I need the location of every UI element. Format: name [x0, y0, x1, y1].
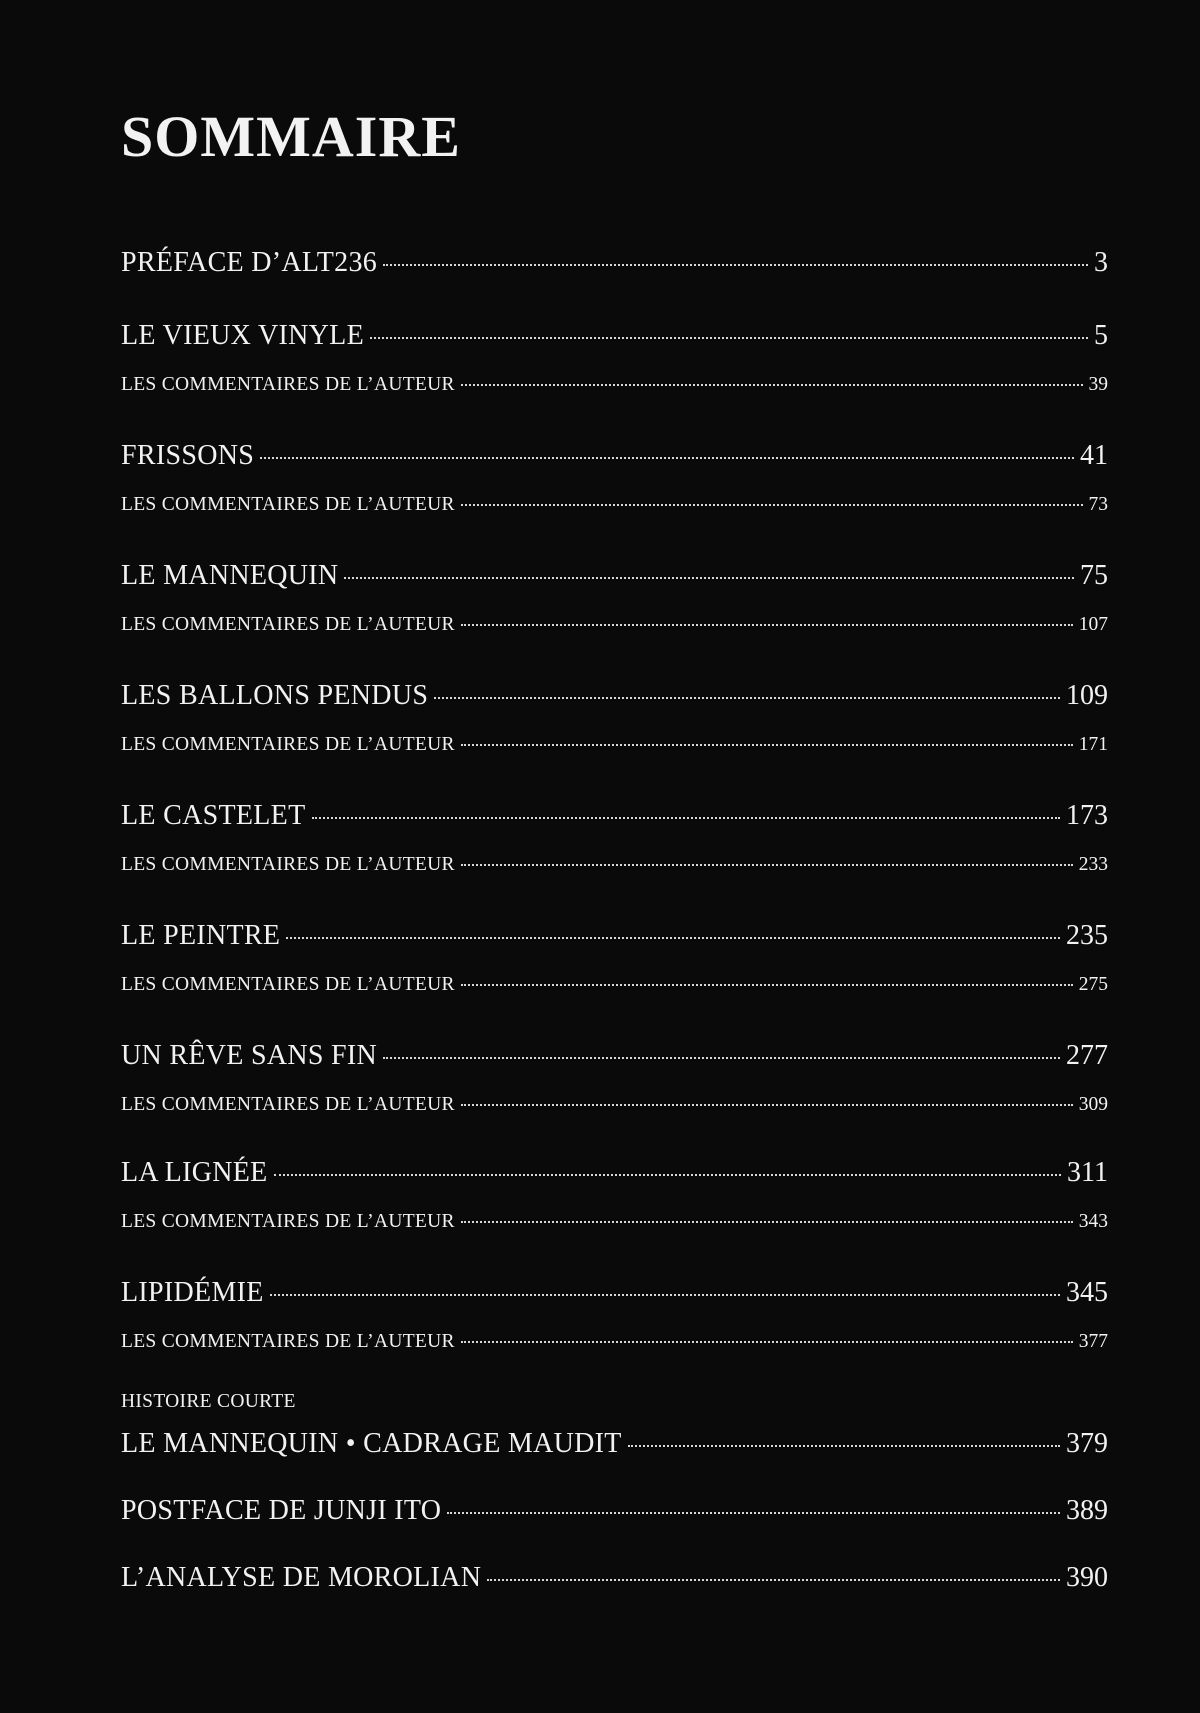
entry-title: LE PEINTRE — [121, 920, 281, 951]
dot-leader — [628, 1445, 1060, 1447]
entry-page-number: 309 — [1078, 1094, 1108, 1115]
toc-subentry[interactable] — [121, 1094, 1108, 1116]
entry-page-number: 343 — [1078, 1211, 1108, 1232]
toc-entry[interactable] — [121, 1495, 1108, 1527]
dot-leader — [447, 1512, 1060, 1514]
entry-title: LES COMMENTAIRES DE L’AUTEUR — [121, 734, 455, 755]
entry-title: LE VIEUX VINYLE — [121, 320, 364, 351]
entry-page-number: 390 — [1066, 1562, 1108, 1593]
entry-page-number: 107 — [1078, 614, 1108, 635]
toc-entry[interactable] — [121, 1562, 1108, 1594]
entry-title: LE MANNEQUIN • CADRAGE MAUDIT — [121, 1428, 622, 1459]
entry-page-number: 3 — [1094, 247, 1108, 278]
toc-subentry[interactable] — [121, 1211, 1108, 1233]
dot-leader — [260, 457, 1074, 459]
entry-page-number: 389 — [1066, 1495, 1108, 1526]
toc-entry[interactable] — [121, 1040, 1108, 1072]
dot-leader — [434, 697, 1060, 699]
entry-title: PRÉFACE D’ALT236 — [121, 247, 378, 278]
dot-leader — [461, 384, 1083, 386]
entry-title: UN RÊVE SANS FIN — [121, 1040, 378, 1071]
entry-title: LA LIGNÉE — [121, 1157, 268, 1188]
entry-page-number: 39 — [1088, 374, 1108, 395]
entry-title: FRISSONS — [121, 440, 255, 471]
entry-title: LES COMMENTAIRES DE L’AUTEUR — [121, 854, 455, 875]
toc-entry[interactable] — [121, 440, 1108, 472]
dot-leader — [383, 264, 1088, 266]
dot-leader — [383, 1057, 1060, 1059]
dot-leader — [461, 1341, 1073, 1343]
entry-page-number: 311 — [1067, 1157, 1108, 1188]
toc-subentry[interactable] — [121, 614, 1108, 636]
dot-leader — [344, 577, 1074, 579]
toc-entry[interactable] — [121, 680, 1108, 712]
entry-page-number: 5 — [1094, 320, 1108, 351]
toc-entry[interactable] — [121, 1428, 1108, 1460]
entry-title: LES COMMENTAIRES DE L’AUTEUR — [121, 1094, 455, 1115]
entry-page-number: 235 — [1066, 920, 1108, 951]
dot-leader — [461, 984, 1073, 986]
toc-entry[interactable] — [121, 320, 1108, 352]
dot-leader — [370, 337, 1088, 339]
dot-leader — [461, 624, 1073, 626]
toc-entry[interactable] — [121, 1277, 1108, 1309]
dot-leader — [461, 504, 1083, 506]
entry-page-number: 75 — [1080, 560, 1108, 591]
toc-subentry[interactable] — [121, 854, 1108, 876]
entry-page-number: 109 — [1066, 680, 1108, 711]
dot-leader — [487, 1579, 1060, 1581]
toc-entry[interactable] — [121, 247, 1108, 279]
toc-entry[interactable] — [121, 560, 1108, 592]
entry-title: LE MANNEQUIN — [121, 560, 339, 591]
page-title: SOMMAIRE — [121, 104, 461, 169]
dot-leader — [270, 1294, 1060, 1296]
entry-page-number: 233 — [1078, 854, 1108, 875]
entry-title: POSTFACE DE JUNJI ITO — [121, 1495, 442, 1526]
entry-page-number: 173 — [1066, 800, 1108, 831]
dot-leader — [461, 1104, 1073, 1106]
section-heading: HISTOIRE COURTE — [121, 1391, 296, 1412]
dot-leader — [286, 937, 1060, 939]
entry-page-number: 41 — [1080, 440, 1108, 471]
entry-page-number: 379 — [1066, 1428, 1108, 1459]
toc-entry[interactable] — [121, 800, 1108, 832]
entry-title: LES COMMENTAIRES DE L’AUTEUR — [121, 494, 455, 515]
entry-page-number: 275 — [1078, 974, 1108, 995]
toc-entry[interactable] — [121, 920, 1108, 952]
toc-subentry[interactable] — [121, 374, 1108, 396]
entry-title: LES COMMENTAIRES DE L’AUTEUR — [121, 974, 455, 995]
entry-page-number: 277 — [1066, 1040, 1108, 1071]
entry-title: LES COMMENTAIRES DE L’AUTEUR — [121, 1211, 455, 1232]
entry-page-number: 73 — [1088, 494, 1108, 515]
entry-title: LES COMMENTAIRES DE L’AUTEUR — [121, 614, 455, 635]
toc-entry[interactable] — [121, 1157, 1108, 1189]
entry-title: LIPIDÉMIE — [121, 1277, 264, 1308]
toc-subentry[interactable] — [121, 734, 1108, 756]
entry-title: LE CASTELET — [121, 800, 306, 831]
toc-subentry[interactable] — [121, 1331, 1108, 1353]
dot-leader — [461, 864, 1073, 866]
entry-page-number: 171 — [1078, 734, 1108, 755]
entry-title: LES COMMENTAIRES DE L’AUTEUR — [121, 1331, 455, 1352]
toc-subentry[interactable] — [121, 494, 1108, 516]
dot-leader — [461, 1221, 1073, 1223]
entry-title: LES BALLONS PENDUS — [121, 680, 429, 711]
entry-page-number: 345 — [1066, 1277, 1108, 1308]
dot-leader — [461, 744, 1073, 746]
entry-title: L’ANALYSE DE MOROLIAN — [121, 1562, 482, 1593]
toc-subentry[interactable] — [121, 974, 1108, 996]
entry-title: LES COMMENTAIRES DE L’AUTEUR — [121, 374, 455, 395]
dot-leader — [274, 1174, 1061, 1176]
entry-page-number: 377 — [1078, 1331, 1108, 1352]
dot-leader — [312, 817, 1061, 819]
